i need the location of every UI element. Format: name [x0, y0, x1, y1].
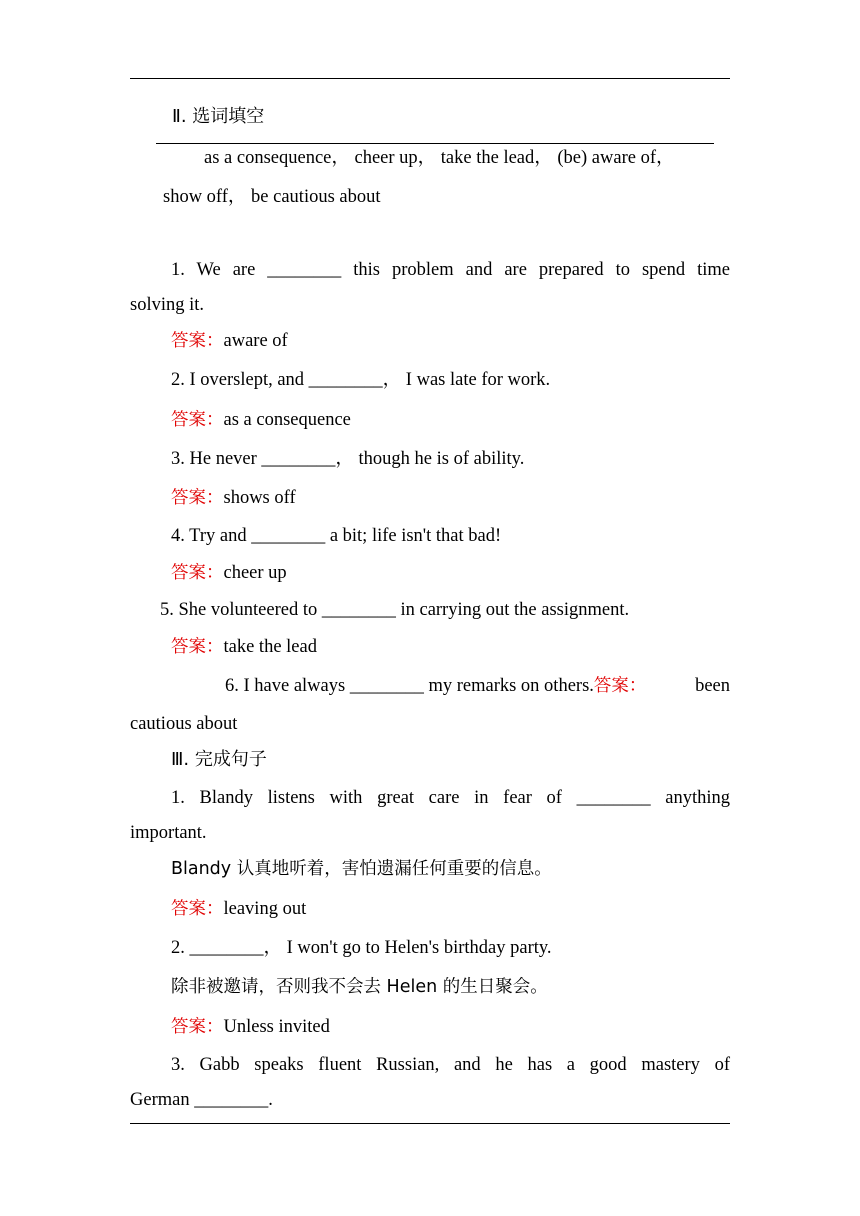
s3-answer-1 — [171, 897, 306, 921]
s2-answer-3 — [171, 486, 296, 510]
s3-question-1-line-2: important. — [130, 823, 207, 843]
answer-label: 答案： — [171, 410, 224, 430]
answer-label: 答案： — [171, 637, 224, 657]
answer-text: aware of — [223, 331, 288, 351]
word-bank-line-1: as a consequence， cheer up， take the lead， (be) aware of， — [204, 148, 675, 168]
question-text: 6. I have always ________ my remarks on others. — [225, 676, 594, 696]
answer-text: take the lead — [223, 637, 317, 657]
bottom-rule — [130, 1123, 730, 1124]
answer-text: cheer up — [223, 563, 287, 583]
s2-answer-4 — [171, 561, 287, 585]
answer-label: 答案： — [171, 563, 224, 583]
s2-question-1-line-1: 1. We are ________ this problem and are prepared to spend time — [171, 260, 730, 280]
word-bank-rule — [156, 143, 714, 144]
s3-question-2-translation: 除非被邀请，否则我不会去 Helen 的生日聚会。 — [171, 977, 548, 997]
word-bank-line-2: show off， be cautious about — [163, 187, 381, 207]
answer-label: 答案： — [171, 899, 224, 919]
answer-text: leaving out — [223, 899, 307, 919]
s2-question-4: 4. Try and ________ a bit; life isn't that bad! — [171, 526, 502, 546]
s3-question-2: 2. ________， I won't go to Helen's birthday party. — [171, 938, 552, 958]
s2-answer-5 — [171, 635, 317, 659]
s2-answer-1 — [171, 329, 288, 353]
s2-question-5: 5. She volunteered to ________ in carrying out the assignment. — [160, 600, 630, 620]
s3-question-3-line-1: 3. Gabb speaks fluent Russian, and he has a good mastery of — [171, 1055, 730, 1075]
s2-answer-2 — [171, 408, 351, 432]
answer-label: 答案： — [171, 488, 224, 508]
s3-question-1-line-1: 1. Blandy listens with great care in fear of ________ anything — [171, 788, 730, 808]
s3-question-1-translation: Blandy 认真地听着，害怕遗漏任何重要的信息。 — [171, 859, 552, 879]
answer-label: 答案： — [171, 1017, 224, 1037]
s2-question-1-line-2: solving it. — [130, 295, 205, 315]
section-3-heading: Ⅲ. 完成句子 — [171, 749, 267, 770]
answer-label: 答案： — [593, 676, 647, 696]
s3-answer-2 — [171, 1015, 330, 1039]
s2-question-3: 3. He never ________， though he is of ability. — [171, 449, 525, 469]
section-2-heading: Ⅱ. 选词填空 — [172, 106, 265, 127]
answer-text: as a consequence — [223, 410, 351, 430]
answer-text: shows off — [223, 488, 296, 508]
s3-question-3-line-2: German ________. — [130, 1090, 273, 1110]
answer-text: Unless invited — [223, 1017, 330, 1037]
top-rule — [130, 78, 730, 79]
s2-question-6 — [225, 674, 646, 698]
s2-question-2: 2. I overslept, and ________， I was late for work. — [171, 370, 551, 390]
s2-answer-6-part-1: been — [695, 676, 730, 696]
s2-answer-6-part-2: cautious about — [130, 714, 238, 734]
answer-label: 答案： — [171, 331, 224, 351]
